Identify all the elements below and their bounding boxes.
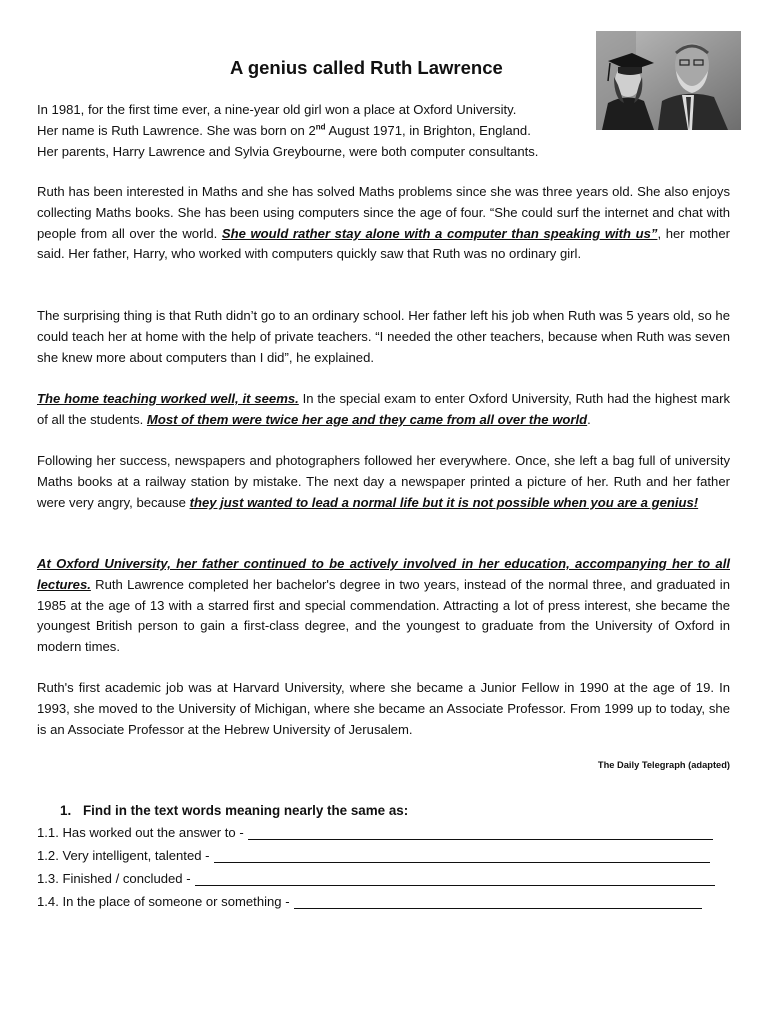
exercise-item: 1.2. Very intelligent, talented - [37, 848, 710, 863]
paragraph-1: In 1981, for the first time ever, a nine-year old girl won a place at Oxford University. Her name is Ruth Lawrence. She was born on 2nd August 1971, in Brighton, England. Her parents, Harry Lawrence and Sylvia Greybourne, were both computer consultants. [37, 102, 539, 159]
emphasis-oxford: At Oxford University, her father continued to be actively involved in her education, accompanying her to all lectures. [37, 556, 730, 592]
emphasis-normal-life: they just wanted to lead a normal life but it is not possible when you are a genius! [189, 494, 699, 510]
paragraph-6: At Oxford University, her father continued to be actively involved in her education, accompanying her to all lectures. Ruth Lawrence completed her bachelor's degree in two years, instead of the normal three, and graduated in 1985 at the age of 13 with a starred first and special commendation. Attracting a lot of press interest, she became the youngest British person to gain a first-class degree, and the youngest to graduate from the University of Oxford in modern times. [37, 556, 730, 655]
paragraph-5: Following her success, newspapers and photographers followed her everywhere. Once, she left a bag full of university Maths books at a railway station by mistake. The next day a newspaper printed a picture of her. Ruth and her father were very angry, because they just wanted to lead a normal life but it is not possible when you are a genius! [37, 453, 730, 510]
answer-blank-2[interactable] [214, 850, 710, 863]
page-title: A genius called Ruth Lawrence [230, 57, 503, 78]
emphasis-home-teaching: The home teaching worked well, it seems. [37, 391, 299, 406]
emphasis-twice-age: Most of them were twice her age and they came from all over the world [146, 411, 588, 427]
paragraph-4: The home teaching worked well, it seems. In the special exam to enter Oxford University, Ruth had the highest mark of all the students. Most of them were twice her age and they came from all over the world. [37, 391, 731, 427]
paragraph-3: The surprising thing is that Ruth didn’t go to an ordinary school. Her father left his job when Ruth was 5 years old, so he could teach her at home with the help of private teachers. “I needed the other teachers, because when Ruth was seven she knew more about computers than I did”, he explained. [37, 308, 730, 365]
answer-blank-1[interactable] [248, 827, 713, 840]
answer-blank-3[interactable] [195, 873, 715, 886]
exercise-item: 1.3. Finished / concluded - [37, 871, 715, 886]
paragraph-7: Ruth's first academic job was at Harvard University, where she became a Junior Fellow in 1990 at the age of 19. In 1993, she moved to the University of Michigan, where she became an Associate Professor. From 1999 up to today, she is an Associate Professor at the Hebrew University of Jerusalem. [37, 680, 730, 737]
paragraph-2: Ruth has been interested in Maths and she has solved Maths problems since she was three years old. She also enjoys collecting Maths books. She has been using computers since the age of four. “She could surf the internet and chat with people from all over the world. She would rather stay alone with a computer than speaking with us”, her mother said. Her father, Harry, who worked with computers quickly saw that Ruth was no ordinary girl. [37, 184, 730, 262]
exercise-item: 1.1. Has worked out the answer to - [37, 825, 713, 840]
answer-blank-4[interactable] [294, 896, 702, 909]
exercise-title: 1. Find in the text words meaning nearly the same as: [60, 803, 409, 818]
exercise-item: 1.4. In the place of someone or something - [37, 894, 702, 909]
source-credit: The Daily Telegraph (adapted) [597, 760, 730, 770]
emphasis-quote: She would rather stay alone with a computer than speaking with us” [221, 225, 658, 241]
